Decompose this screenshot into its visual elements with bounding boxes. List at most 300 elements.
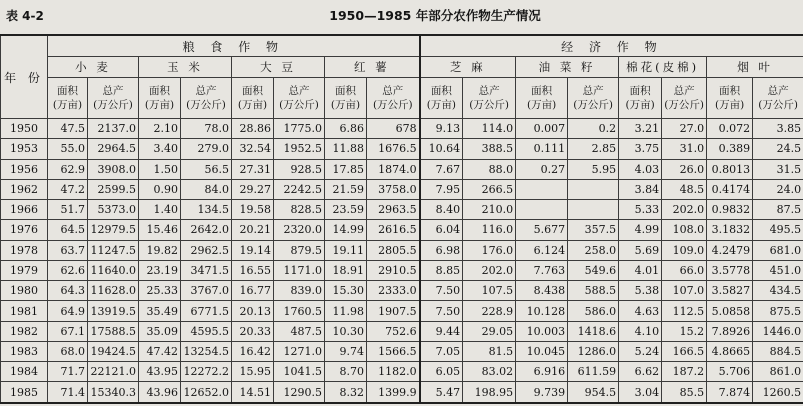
area-cell: 11.88 <box>325 139 367 159</box>
year-cell: 1976 <box>1 220 48 240</box>
output-cell: 1952.5 <box>274 139 325 159</box>
area-cell: 19.58 <box>232 200 274 220</box>
area-cell: 0.90 <box>139 179 181 199</box>
area-cell: 3.1832 <box>707 220 753 240</box>
table-row <box>1 260 803 280</box>
area-cell: 64.3 <box>48 281 88 301</box>
output-cell: 266.5 <box>463 179 516 199</box>
output-column-header <box>568 78 619 119</box>
area-cell: 7.95 <box>420 179 463 199</box>
output-cell: 611.59 <box>568 362 619 382</box>
output-cell: 4595.5 <box>181 321 232 341</box>
output-cell: 114.0 <box>463 119 516 139</box>
table-row <box>1 382 803 403</box>
output-cell: 107.0 <box>662 281 707 301</box>
output-cell: 11640.0 <box>88 260 139 280</box>
area-cell <box>516 179 568 199</box>
area-cell: 28.86 <box>232 119 274 139</box>
table-row <box>1 139 803 159</box>
output-cell: 1446.0 <box>753 321 803 341</box>
output-cell: 1286.0 <box>568 341 619 361</box>
area-cell: 7.763 <box>516 260 568 280</box>
area-column-header <box>707 78 753 119</box>
output-cell: 2320.0 <box>274 220 325 240</box>
area-cell: 6.04 <box>420 220 463 240</box>
table-title: 1950—1985 年部分农作物生产情况 <box>329 8 541 23</box>
table-row <box>1 240 803 260</box>
output-cell: 2137.0 <box>88 119 139 139</box>
area-cell: 0.007 <box>516 119 568 139</box>
area-cell: 64.5 <box>48 220 88 240</box>
output-cell: 11628.0 <box>88 281 139 301</box>
output-label: 总产 <box>382 85 404 97</box>
area-cell: 71.7 <box>48 362 88 382</box>
output-cell: 1271.0 <box>274 341 325 361</box>
area-cell: 9.13 <box>420 119 463 139</box>
area-column-header <box>232 78 274 119</box>
table-row <box>1 341 803 361</box>
output-cell: 586.0 <box>568 301 619 321</box>
output-cell: 549.6 <box>568 260 619 280</box>
area-cell: 7.50 <box>420 301 463 321</box>
area-cell: 20.21 <box>232 220 274 240</box>
output-cell: 1874.0 <box>367 159 420 179</box>
output-cell: 5.95 <box>568 159 619 179</box>
area-column-header <box>420 78 463 119</box>
area-column-header <box>516 78 568 119</box>
area-cell: 7.67 <box>420 159 463 179</box>
area-cell: 4.03 <box>619 159 662 179</box>
area-cell: 4.2479 <box>707 240 753 260</box>
output-cell: 487.5 <box>274 321 325 341</box>
area-cell: 4.63 <box>619 301 662 321</box>
output-cell: 3908.0 <box>88 159 139 179</box>
output-cell: 12272.2 <box>181 362 232 382</box>
output-cell: 828.5 <box>274 200 325 220</box>
area-cell: 7.50 <box>420 281 463 301</box>
output-cell: 88.0 <box>463 159 516 179</box>
output-cell: 107.5 <box>463 281 516 301</box>
area-cell: 4.10 <box>619 321 662 341</box>
output-cell: 228.9 <box>463 301 516 321</box>
output-cell: 954.5 <box>568 382 619 403</box>
area-cell: 51.7 <box>48 200 88 220</box>
area-unit: (万亩) <box>237 99 268 111</box>
year-column-header: 年 份 <box>1 35 48 119</box>
area-cell: 32.54 <box>232 139 274 159</box>
area-cell: 7.8926 <box>707 321 753 341</box>
year-cell: 1966 <box>1 200 48 220</box>
area-cell: 0.9832 <box>707 200 753 220</box>
area-cell: 19.82 <box>139 240 181 260</box>
area-label: 面积 <box>149 85 170 97</box>
output-cell: 1760.5 <box>274 301 325 321</box>
table-number: 表 4-2 <box>6 9 44 23</box>
area-label: 面积 <box>719 85 741 97</box>
output-cell: 109.0 <box>662 240 707 260</box>
area-cell: 4.99 <box>619 220 662 240</box>
output-column-header <box>662 78 707 119</box>
output-cell: 13919.5 <box>88 301 139 321</box>
output-cell: 2242.5 <box>274 179 325 199</box>
area-cell: 5.677 <box>516 220 568 240</box>
year-cell: 1981 <box>1 301 48 321</box>
area-cell: 8.40 <box>420 200 463 220</box>
output-cell: 681.0 <box>753 240 803 260</box>
crop-header: 玉 米 <box>139 57 232 78</box>
area-label: 面积 <box>531 85 553 97</box>
table-row <box>1 179 803 199</box>
area-cell: 67.1 <box>48 321 88 341</box>
area-cell: 23.59 <box>325 200 367 220</box>
output-cell: 11247.5 <box>88 240 139 260</box>
output-column-header <box>274 78 325 119</box>
area-cell: 4.01 <box>619 260 662 280</box>
output-cell: 678 <box>367 119 420 139</box>
output-unit: (万公斤) <box>93 99 133 111</box>
output-cell: 27.0 <box>662 119 707 139</box>
output-cell: 187.2 <box>662 362 707 382</box>
output-label: 总产 <box>673 85 695 97</box>
area-unit: (万亩) <box>526 99 557 111</box>
output-unit: (万公斤) <box>573 99 613 111</box>
crop-header: 芝 麻 <box>420 57 516 78</box>
output-cell: 15.2 <box>662 321 707 341</box>
area-cell: 6.86 <box>325 119 367 139</box>
output-cell: 48.5 <box>662 179 707 199</box>
output-cell: 2.85 <box>568 139 619 159</box>
output-unit: (万公斤) <box>664 99 704 111</box>
output-cell: 112.5 <box>662 301 707 321</box>
output-unit: (万公斤) <box>758 99 798 111</box>
year-cell: 1980 <box>1 281 48 301</box>
area-unit: (万亩) <box>330 99 361 111</box>
area-cell: 4.8665 <box>707 341 753 361</box>
table-row <box>1 119 803 139</box>
output-cell: 1907.5 <box>367 301 420 321</box>
area-cell: 25.33 <box>139 281 181 301</box>
area-cell: 19.14 <box>232 240 274 260</box>
area-cell: 7.05 <box>420 341 463 361</box>
area-cell: 71.4 <box>48 382 88 403</box>
output-cell: 495.5 <box>753 220 803 240</box>
year-cell: 1950 <box>1 119 48 139</box>
area-label: 面积 <box>57 85 78 97</box>
area-unit: (万亩) <box>426 99 456 111</box>
area-cell: 9.739 <box>516 382 568 403</box>
area-cell: 27.31 <box>232 159 274 179</box>
output-cell: 2964.5 <box>88 139 139 159</box>
area-cell: 16.77 <box>232 281 274 301</box>
output-cell: 198.95 <box>463 382 516 403</box>
area-cell: 5.38 <box>619 281 662 301</box>
area-cell: 8.70 <box>325 362 367 382</box>
area-cell: 3.04 <box>619 382 662 403</box>
area-label: 面积 <box>335 85 356 97</box>
year-cell: 1985 <box>1 382 48 403</box>
output-column-header <box>367 78 420 119</box>
output-cell: 19424.5 <box>88 341 139 361</box>
area-cell: 16.42 <box>232 341 274 361</box>
output-cell: 2910.5 <box>367 260 420 280</box>
area-label: 面积 <box>629 85 651 97</box>
output-cell <box>568 179 619 199</box>
area-cell: 0.8013 <box>707 159 753 179</box>
output-cell: 22121.0 <box>88 362 139 382</box>
output-cell: 202.0 <box>662 200 707 220</box>
output-unit: (万公斤) <box>469 99 509 111</box>
area-unit: (万亩) <box>144 99 175 111</box>
area-cell: 47.2 <box>48 179 88 199</box>
output-cell: 6771.5 <box>181 301 232 321</box>
output-cell: 752.6 <box>367 321 420 341</box>
output-cell: 2642.0 <box>181 220 232 240</box>
grain-crops-header: 粮 食 作 物 <box>48 35 420 57</box>
area-cell: 5.0858 <box>707 301 753 321</box>
area-cell: 23.19 <box>139 260 181 280</box>
output-cell: 3471.5 <box>181 260 232 280</box>
output-cell: 66.0 <box>662 260 707 280</box>
output-cell: 134.5 <box>181 200 232 220</box>
area-cell: 20.13 <box>232 301 274 321</box>
area-cell: 7.874 <box>707 382 753 403</box>
area-cell: 47.42 <box>139 341 181 361</box>
area-cell: 0.4174 <box>707 179 753 199</box>
table-row <box>1 301 803 321</box>
output-column-header <box>88 78 139 119</box>
area-cell: 6.62 <box>619 362 662 382</box>
output-label: 总产 <box>288 85 310 97</box>
output-cell: 202.0 <box>463 260 516 280</box>
crop-header: 大 豆 <box>232 57 325 78</box>
output-cell: 2805.5 <box>367 240 420 260</box>
output-cell: 2333.0 <box>367 281 420 301</box>
table-row <box>1 281 803 301</box>
area-cell: 14.99 <box>325 220 367 240</box>
area-cell: 3.5778 <box>707 260 753 280</box>
area-cell: 8.85 <box>420 260 463 280</box>
output-label: 总产 <box>767 85 789 97</box>
output-cell: 357.5 <box>568 220 619 240</box>
area-cell: 10.003 <box>516 321 568 341</box>
area-cell: 5.33 <box>619 200 662 220</box>
area-cell: 5.69 <box>619 240 662 260</box>
crop-production-table <box>0 34 803 404</box>
output-cell: 2962.5 <box>181 240 232 260</box>
output-cell: 24.0 <box>753 179 803 199</box>
output-cell: 451.0 <box>753 260 803 280</box>
output-cell: 884.5 <box>753 341 803 361</box>
area-cell: 3.75 <box>619 139 662 159</box>
output-cell: 875.5 <box>753 301 803 321</box>
area-cell: 63.7 <box>48 240 88 260</box>
area-cell: 43.95 <box>139 362 181 382</box>
output-cell: 210.0 <box>463 200 516 220</box>
output-cell: 26.0 <box>662 159 707 179</box>
output-cell: 5373.0 <box>88 200 139 220</box>
output-label: 总产 <box>102 85 124 97</box>
output-cell: 588.5 <box>568 281 619 301</box>
area-cell: 0.27 <box>516 159 568 179</box>
area-cell: 0.072 <box>707 119 753 139</box>
output-cell: 29.05 <box>463 321 516 341</box>
output-cell: 15340.3 <box>88 382 139 403</box>
output-cell: 388.5 <box>463 139 516 159</box>
crop-header: 小 麦 <box>48 57 139 78</box>
area-cell: 2.10 <box>139 119 181 139</box>
area-cell: 29.27 <box>232 179 274 199</box>
output-cell: 279.0 <box>181 139 232 159</box>
output-cell: 879.5 <box>274 240 325 260</box>
output-cell: 1566.5 <box>367 341 420 361</box>
area-unit: (万亩) <box>625 99 655 111</box>
area-cell: 1.50 <box>139 159 181 179</box>
area-cell: 10.128 <box>516 301 568 321</box>
area-cell: 64.9 <box>48 301 88 321</box>
area-cell: 5.706 <box>707 362 753 382</box>
output-cell <box>568 200 619 220</box>
output-cell: 1260.5 <box>753 382 803 403</box>
area-cell: 5.47 <box>420 382 463 403</box>
area-column-header <box>139 78 181 119</box>
output-cell: 116.0 <box>463 220 516 240</box>
table-header-line <box>0 0 803 32</box>
area-cell: 11.98 <box>325 301 367 321</box>
output-cell: 12979.5 <box>88 220 139 240</box>
output-cell: 31.5 <box>753 159 803 179</box>
area-cell: 10.64 <box>420 139 463 159</box>
area-cell: 35.49 <box>139 301 181 321</box>
area-label: 面积 <box>242 85 263 97</box>
table-row <box>1 321 803 341</box>
area-cell: 21.59 <box>325 179 367 199</box>
area-cell: 9.44 <box>420 321 463 341</box>
output-cell: 1182.0 <box>367 362 420 382</box>
area-cell: 6.05 <box>420 362 463 382</box>
output-cell: 108.0 <box>662 220 707 240</box>
output-cell: 2616.5 <box>367 220 420 240</box>
area-cell: 10.30 <box>325 321 367 341</box>
area-label: 面积 <box>430 85 452 97</box>
output-cell: 1418.6 <box>568 321 619 341</box>
output-cell: 3767.0 <box>181 281 232 301</box>
area-cell: 14.51 <box>232 382 274 403</box>
output-cell: 87.5 <box>753 200 803 220</box>
area-cell: 18.91 <box>325 260 367 280</box>
area-cell: 6.124 <box>516 240 568 260</box>
table-row <box>1 200 803 220</box>
area-column-header <box>325 78 367 119</box>
area-cell: 55.0 <box>48 139 88 159</box>
area-unit: (万亩) <box>52 99 83 111</box>
area-cell: 5.24 <box>619 341 662 361</box>
year-cell: 1956 <box>1 159 48 179</box>
area-cell: 10.045 <box>516 341 568 361</box>
output-label: 总产 <box>195 85 217 97</box>
area-cell: 19.11 <box>325 240 367 260</box>
output-cell: 1676.5 <box>367 139 420 159</box>
area-cell: 35.09 <box>139 321 181 341</box>
output-unit: (万公斤) <box>279 99 319 111</box>
area-cell: 15.30 <box>325 281 367 301</box>
output-label: 总产 <box>478 85 500 97</box>
output-cell: 78.0 <box>181 119 232 139</box>
area-cell: 3.40 <box>139 139 181 159</box>
output-cell: 1399.9 <box>367 382 420 403</box>
output-cell: 1775.0 <box>274 119 325 139</box>
output-cell: 434.5 <box>753 281 803 301</box>
output-cell: 928.5 <box>274 159 325 179</box>
area-cell: 3.84 <box>619 179 662 199</box>
crop-header: 油 菜 籽 <box>516 57 619 78</box>
output-cell: 258.0 <box>568 240 619 260</box>
output-cell: 1171.0 <box>274 260 325 280</box>
output-unit: (万公斤) <box>186 99 226 111</box>
output-column-header <box>463 78 516 119</box>
cash-crops-header: 经 济 作 物 <box>420 35 803 57</box>
output-cell: 861.0 <box>753 362 803 382</box>
area-cell: 17.85 <box>325 159 367 179</box>
output-cell: 2963.5 <box>367 200 420 220</box>
output-cell: 3.85 <box>753 119 803 139</box>
output-cell: 1290.5 <box>274 382 325 403</box>
area-cell: 1.40 <box>139 200 181 220</box>
area-cell: 20.33 <box>232 321 274 341</box>
area-cell: 62.6 <box>48 260 88 280</box>
crop-header: 棉花(皮棉) <box>619 57 707 78</box>
output-cell: 24.5 <box>753 139 803 159</box>
output-cell: 1041.5 <box>274 362 325 382</box>
output-cell: 81.5 <box>463 341 516 361</box>
year-cell: 1983 <box>1 341 48 361</box>
area-cell: 16.55 <box>232 260 274 280</box>
output-cell: 84.0 <box>181 179 232 199</box>
table-row <box>1 159 803 179</box>
year-cell: 1982 <box>1 321 48 341</box>
output-cell: 31.0 <box>662 139 707 159</box>
year-cell: 1962 <box>1 179 48 199</box>
area-cell: 0.389 <box>707 139 753 159</box>
area-cell: 3.5827 <box>707 281 753 301</box>
area-cell: 62.9 <box>48 159 88 179</box>
output-column-header <box>181 78 232 119</box>
area-cell <box>516 200 568 220</box>
area-cell: 0.111 <box>516 139 568 159</box>
output-cell: 17588.5 <box>88 321 139 341</box>
area-column-header <box>48 78 88 119</box>
table-row <box>1 362 803 382</box>
area-unit: (万亩) <box>714 99 745 111</box>
output-cell: 176.0 <box>463 240 516 260</box>
area-cell: 15.95 <box>232 362 274 382</box>
area-cell: 8.438 <box>516 281 568 301</box>
area-cell: 8.32 <box>325 382 367 403</box>
output-cell: 166.5 <box>662 341 707 361</box>
area-cell: 9.74 <box>325 341 367 361</box>
crop-header: 烟 叶 <box>707 57 803 78</box>
output-column-header <box>753 78 803 119</box>
area-cell: 68.0 <box>48 341 88 361</box>
output-cell: 13254.5 <box>181 341 232 361</box>
output-cell: 2599.5 <box>88 179 139 199</box>
year-cell: 1984 <box>1 362 48 382</box>
output-cell: 12652.0 <box>181 382 232 403</box>
output-cell: 56.5 <box>181 159 232 179</box>
area-cell: 15.46 <box>139 220 181 240</box>
year-cell: 1953 <box>1 139 48 159</box>
table-row <box>1 220 803 240</box>
area-column-header <box>619 78 662 119</box>
